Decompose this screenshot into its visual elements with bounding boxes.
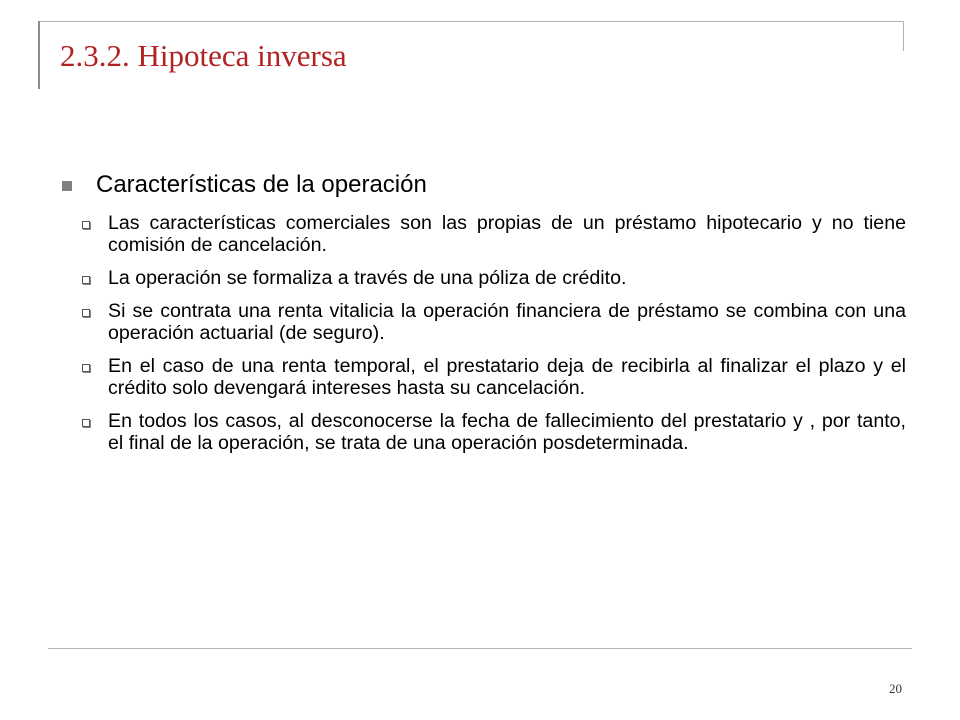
sub-bullet-item xyxy=(80,267,906,289)
sub-bullet-text: Las características comerciales son las propias de un préstamo hipotecario y no tiene comisión de cancelación. xyxy=(108,212,906,256)
sub-bullet-item xyxy=(80,410,906,454)
square-bullet-icon xyxy=(62,181,72,191)
header-rule xyxy=(38,21,904,22)
hollow-square-bullet-icon xyxy=(82,419,90,427)
sub-bullet-item xyxy=(80,212,906,256)
header-right-rule xyxy=(903,21,904,51)
sub-bullet-item xyxy=(80,355,906,399)
slide-content xyxy=(60,166,906,465)
sub-bullet-text: En el caso de una renta temporal, el prestatario deja de recibirla al finalizar el plazo y el crédito solo devengará intereses hasta su cancelación. xyxy=(108,355,906,399)
sub-bullet-text: En todos los casos, al desconocerse la fecha de fallecimiento del prestatario y , por tanto, el final de la operación, se trata de una operación posdeterminada. xyxy=(108,410,906,454)
sub-bullet-item xyxy=(80,300,906,344)
hollow-square-bullet-icon xyxy=(82,276,90,284)
bullet-heading: Características de la operación xyxy=(96,171,427,198)
sub-bullet-text: Si se contrata una renta vitalicia la operación financiera de préstamo se combina con una operación actuarial (de seguro). xyxy=(108,300,906,344)
slide-title: 2.3.2. Hipoteca inversa xyxy=(60,38,347,73)
hollow-square-bullet-icon xyxy=(82,364,90,372)
sub-bullet-list xyxy=(80,212,906,454)
hollow-square-bullet-icon xyxy=(82,309,90,317)
hollow-square-bullet-icon xyxy=(82,221,90,229)
footer-rule xyxy=(48,648,912,649)
sub-bullet-text: La operación se formaliza a través de una póliza de crédito. xyxy=(108,267,627,289)
bullet-item xyxy=(60,166,906,204)
page-number: 20 xyxy=(889,681,902,696)
header-left-rule xyxy=(38,21,40,89)
